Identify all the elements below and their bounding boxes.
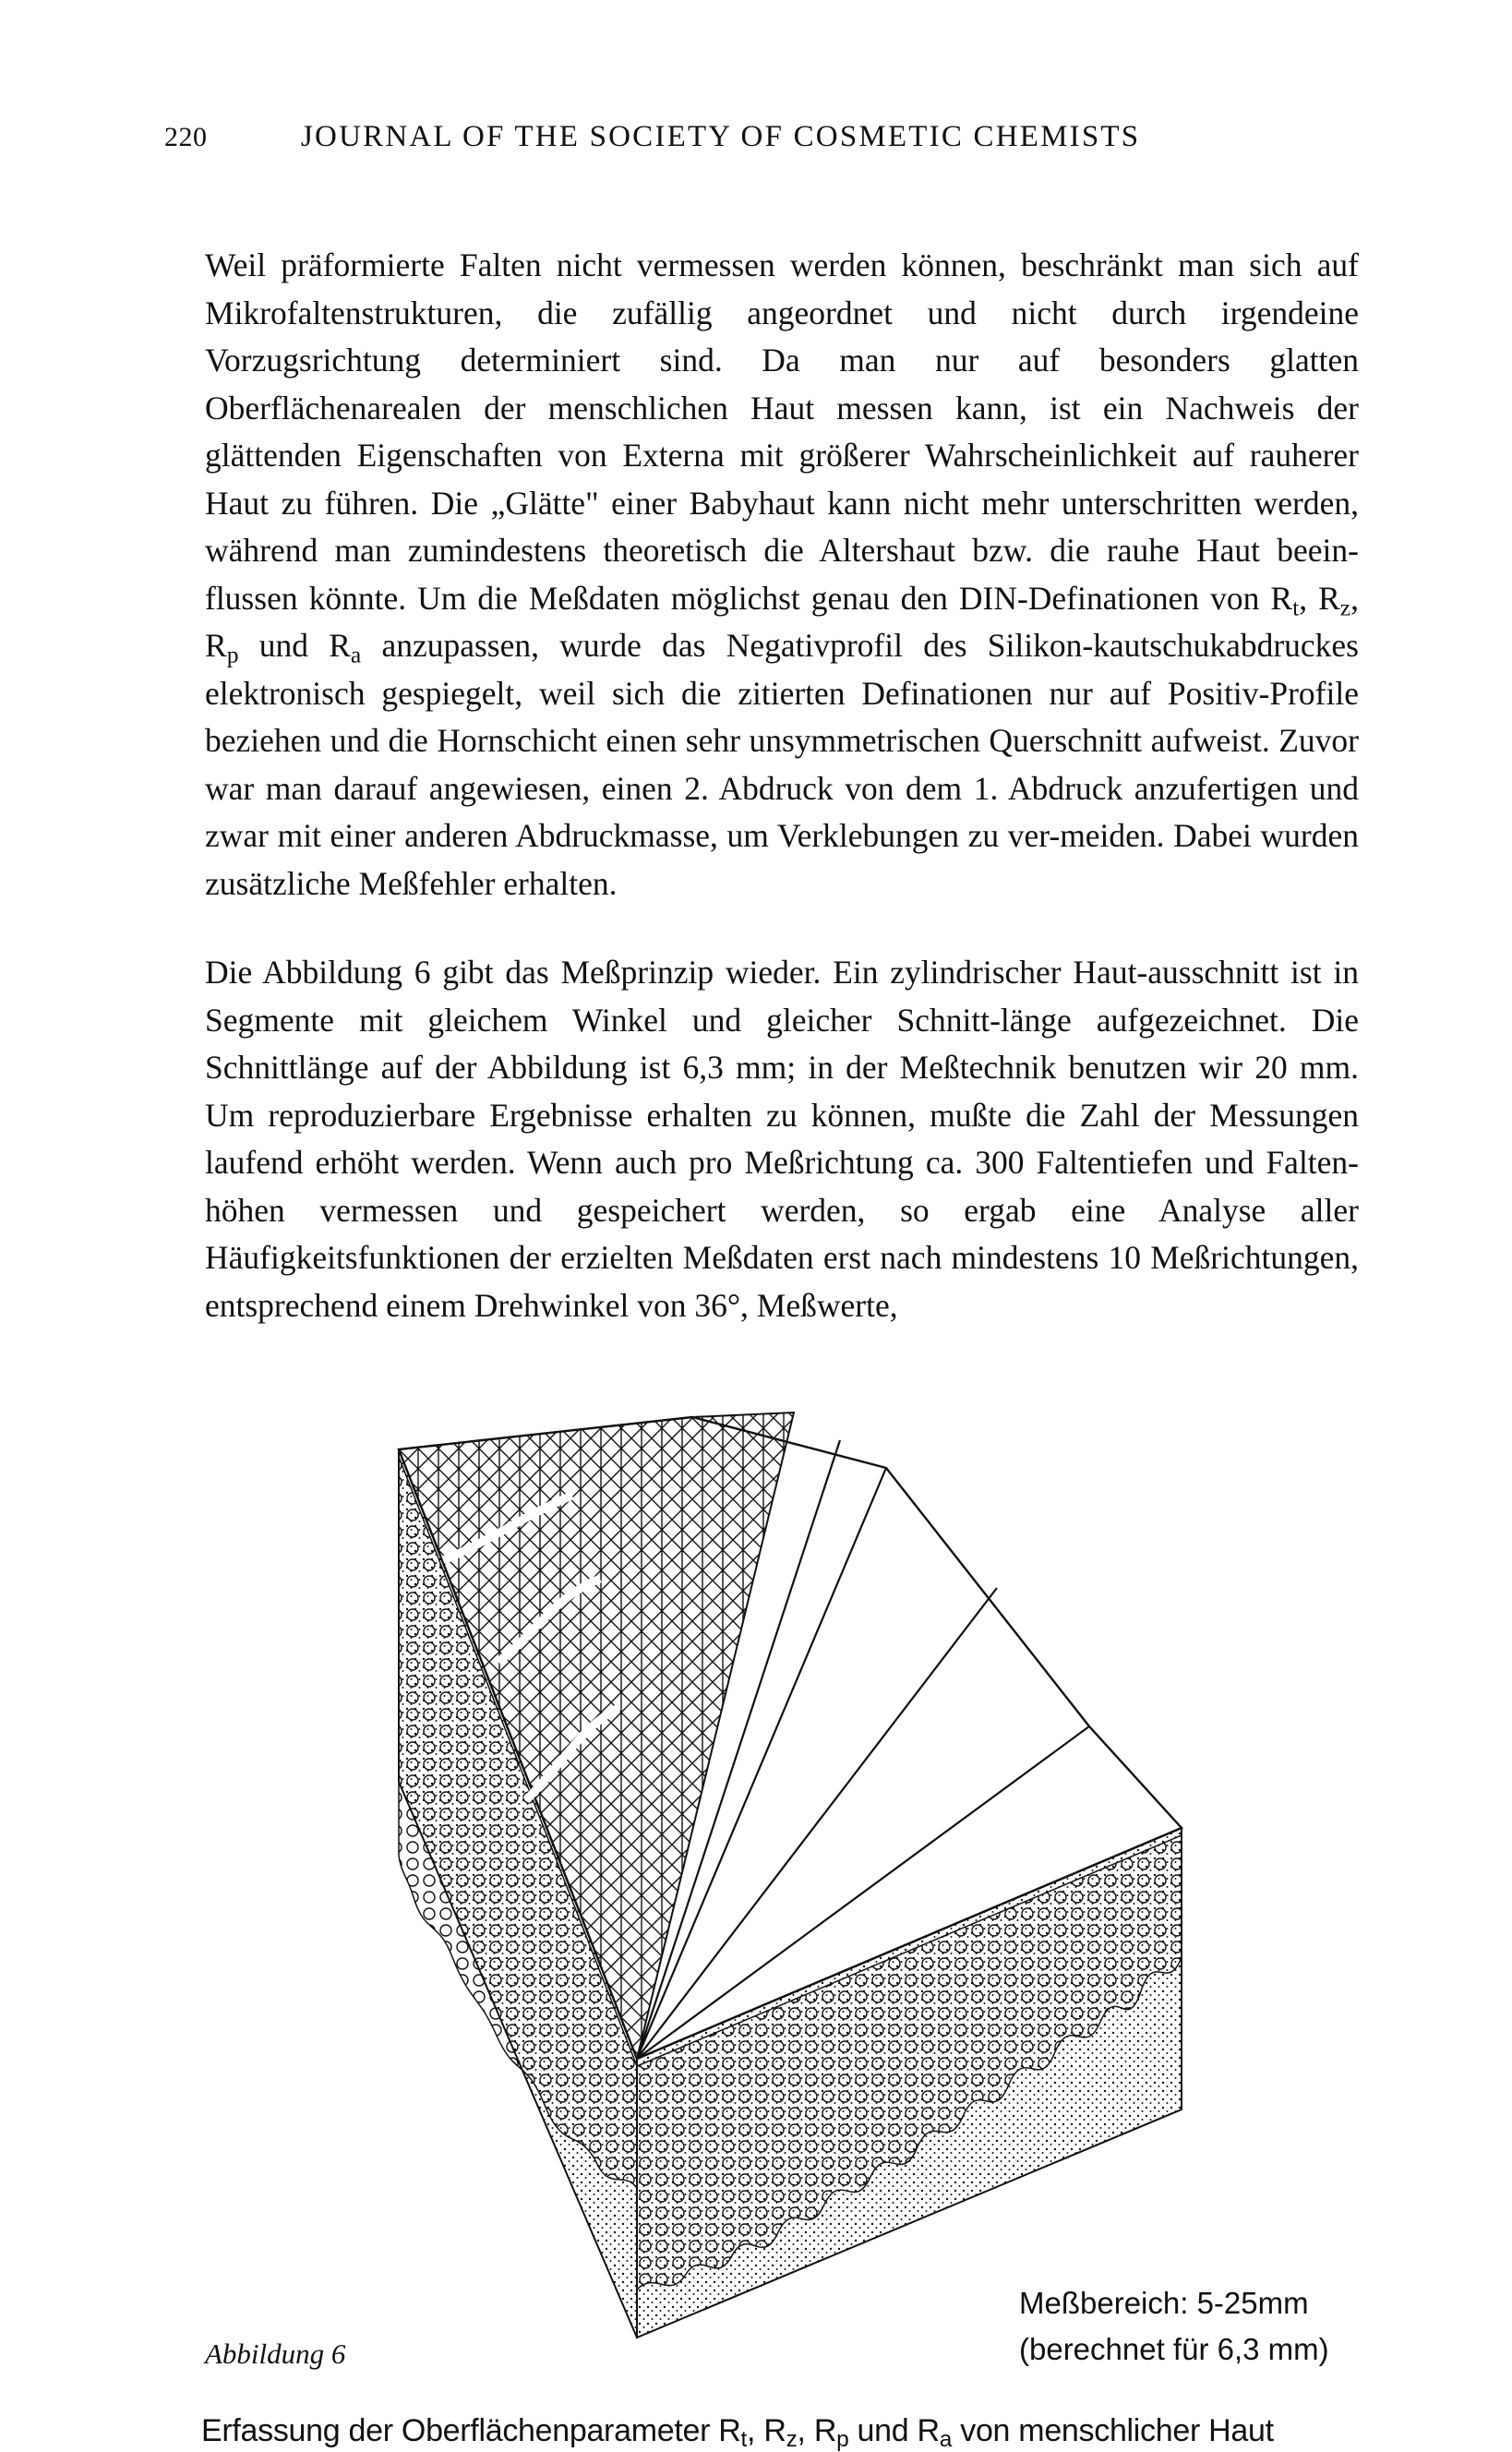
symbol-ra: $R_a$ <box>329 627 362 668</box>
running-head: JOURNAL OF THE SOCIETY OF COSMETIC CHEMISTS <box>301 120 1141 153</box>
caption-symbol-rz: $R_z$ <box>763 2413 798 2452</box>
skin-block-illustration <box>388 1357 1403 2391</box>
paragraph-1-text-a: Weil präformierte Falten nicht vermessen werden können, beschränkt man sich auf Mikrofaltenstrukturen, die zufällig angeordnet und nicht durch irgendeine Vorzugsrichtung determiniert sind. Da man nur auf besonders glatten Oberflächenarealen der menschlichen Haut messen kann, ist ein Nachweis der glättenden Eigenschaften von Externa mit größerer Wahrscheinlichkeit auf rauherer Haut zu führen. Die „Glätte" einer Babyhaut kann nicht mehr unterschritten werden, während man zumindestens theoretisch die Altershaut bzw. die rauhe Haut beein-flussen könnte. Um die Meßdaten möglichst genau den DIN-Definationen von <box>205 246 1359 617</box>
paragraph-1: Weil präformierte Falten nicht vermessen werden können, beschränkt man sich auf Mikrofaltenstrukturen, die zufällig angeordnet und nicht durch irgendeine Vorzugsrichtung determiniert sind. Da man nur auf besonders glatten Oberflächenarealen der menschlichen Haut messen kann, ist ein Nachweis der glättenden Eigenschaften von Externa mit größerer Wahrscheinlichkeit auf rauherer Haut zu führen. Die „Glätte" einer Babyhaut kann nicht mehr unterschritten werden, während man zumindestens theoretisch die Altershaut bzw. die rauhe Haut beein-flussen könnte. Um die Meßdaten möglichst genau den DIN-Definationen von $R_t$, $R_z$, $R_p$ und $R_a$ anzupassen, wurde das Negativprofil des Silikon-kautschukabdruckes elektronisch gespiegelt, weil sich die zitierten Definationen nur auf Positiv-Profile beziehen und die Hornschicht einen sehr unsymmetrischen Querschnitt aufweist. Zuvor war man darauf angewiesen, einen 2. Abdruck von dem 1. Abdruck anzufertigen und zwar mit einer anderen Abdruckmasse, um Verklebungen zu ver-meiden. Dabei wurden zusätzliche Meßfehler erhalten. <box>205 246 1360 902</box>
paragraph-1-text-b: anzupassen, wurde das Negativprofil des Silikon-kautschukabdruckes elektronisch gespiegelt, weil sich die zitierten Definationen nur auf Positiv-Profile beziehen und die Hornschicht einen sehr unsymmetrischen Querschnitt aufweist. Zuvor war man darauf angewiesen, einen 2. Abdruck von dem 1. Abdruck anzufertigen und zwar mit einer anderen Abdruckmasse, um Verklebungen zu ver-meiden. Dabei wurden zusätzliche Meßfehler erhalten. <box>205 627 1360 902</box>
symbol-rz: $R_z$ <box>1318 579 1351 620</box>
measurement-range <box>1019 2280 1329 2373</box>
figure-caption: Erfassung der Oberflächenparameter $R_t$, $R_z$, $R_p$ und $R_a$ von menschlicher Haut <box>201 2413 1274 2452</box>
paragraph-2-text: Die Abbildung 6 gibt das Meßprinzip wieder. Ein zylindrischer Haut-ausschnitt ist in Segmente mit gleichem Winkel und gleicher Schnitt-länge aufgezeichnet. Die Schnittlänge auf der Abbildung ist 6,3 mm; in der Meßtechnik benutzen wir 20 mm. Um reproduzierbare Ergebnisse erhalten zu können, mußte die Zahl der Messungen laufend erhöht werden. Wenn auch pro Meßrichtung ca. 300 Faltentiefen und Falten-höhen vermessen und gespeichert werden, so ergab eine Analyse aller Häufigkeitsfunktionen der erzielten Meßdaten erst nach mindestens 10 Meßrichtungen, entsprechend einem Drehwinkel von 36°, Meßwerte, <box>205 954 1359 1324</box>
symbol-rp: $R_p$ <box>205 627 239 668</box>
paragraph-2 <box>205 949 1359 1329</box>
symbol-rt: $R_t$ <box>1270 579 1300 620</box>
caption-symbol-ra: $R_a$ <box>917 2413 953 2452</box>
figure-label: Abbildung 6 <box>205 2338 346 2370</box>
page-number: 220 <box>164 122 208 152</box>
caption-symbol-rt: $R_t$ <box>718 2413 748 2452</box>
measurement-range-line-1: Meßbereich: 5-25mm <box>1019 2286 1309 2320</box>
measurement-range-line-2: (berechnet für 6,3 mm) <box>1019 2332 1329 2366</box>
caption-symbol-rp: $R_p$ <box>813 2413 849 2452</box>
